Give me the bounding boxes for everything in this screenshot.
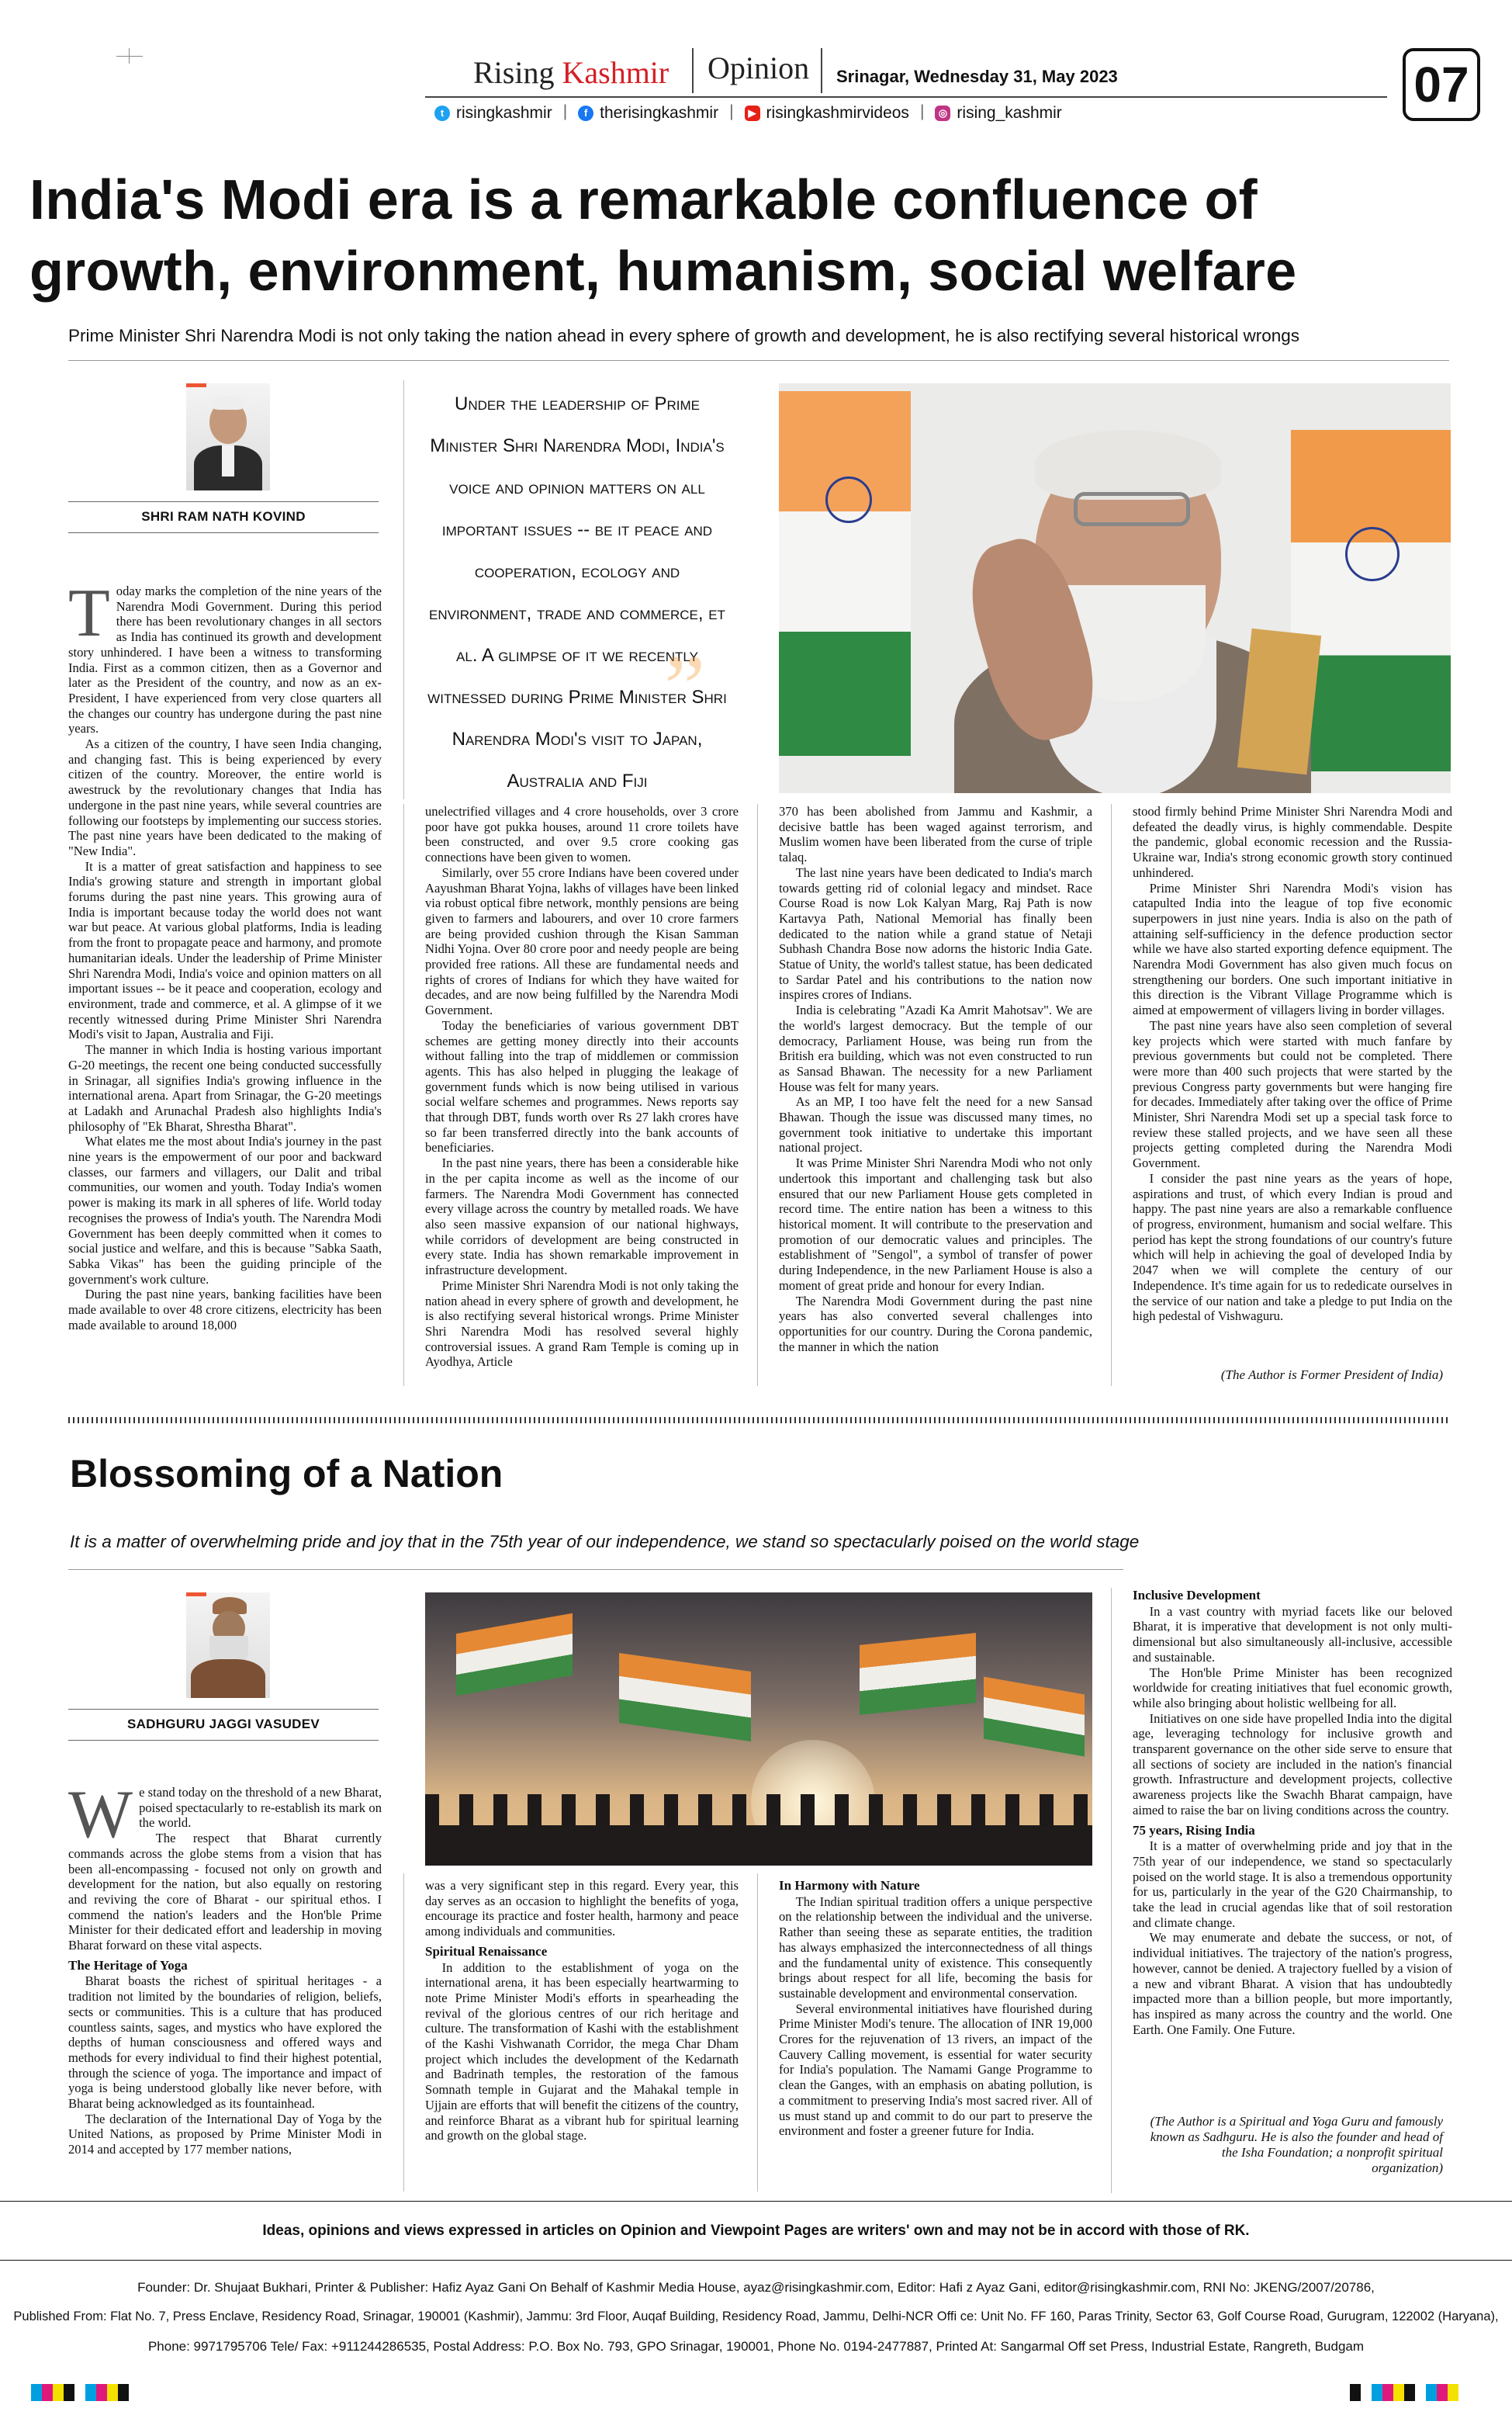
dateline: Srinagar, Wednesday 31, May 2023 [836, 67, 1118, 86]
paragraph: As a citizen of the country, I have seen India changing, and changing fast. This is being experienced by every citizen of the country. Moreover, the entire world is awestruck by the revolutionary changes that India has undergone in the past nine years, while several countries are following our footsteps by implementing our success stories. The past nine years have been dedicated to the making of "New India". [68, 736, 382, 858]
paragraph: The Hon'ble Prime Minister has been recognized worldwide for creating initiatives that fuel economic growth, while also bringing about holistic wellbeing for all. [1133, 1665, 1452, 1710]
flags-photo [425, 1592, 1092, 1866]
standfirst-rule [68, 360, 1449, 361]
article1-column-4 [1133, 804, 1452, 1363]
pull-quote: Under the leadership of Prime Minister Shri Narendra Modi, India's voice and opinion matters on all important issues -- be it peace and cooperation, ecology and environment, trade and commerce, et al. A glimpse of it we recently witnessed during Prime Minister Shri Narendra Modi's visit to Japan, Australia and Fiji [427, 393, 727, 792]
paragraph: The manner in which India is hosting various important G-20 meetings, the recent one being conducted successfully in Srinagar, all signifies India's growing influence in the international arena. Apart from Srinagar, the G-20 meetings at Ladakh and Arunachal Pradesh also highlights India's philosophy of "Ek Bharat, Shrestha Bharat". [68, 1042, 382, 1134]
facebook-icon: f [578, 106, 593, 121]
logo-kashmir: Kashmir [562, 55, 670, 90]
paragraph: During the past nine years, banking facilities have been made available to over 48 crore citizens, electricity has been made available to around 18,000 [68, 1287, 382, 1332]
instagram-icon: ◎ [935, 106, 950, 121]
masthead-divider [821, 48, 822, 93]
article1-column-3 [779, 804, 1092, 1383]
social-separator: | [729, 102, 734, 120]
social-instagram[interactable] [935, 104, 1061, 123]
logo-rising: Rising [473, 55, 555, 90]
imprint-line: Phone: 9971795706 Tele/ Fax: +911244286535, Postal Address: P.O. Box No. 793, GPO Srinagar, 190001, Phone No. 0194-2477887, Printed At: Sangarmal Off set Press, Industrial Estate, Rangreth, Budgam [147, 2339, 1365, 2354]
byline-rule [68, 532, 379, 533]
article2-column-2 [425, 1878, 739, 2188]
paragraph: Bharat boasts the richest of spiritual heritages - a tradition not limited by the boundaries of religion, beliefs, sects or communities. This is a culture that has produced countless saints, sages, and mystics who have explored the depths of human consciousness and offered ways and methods for every individual to find their highest potential, through the science of yoga. The importance and impact of yoga is being understood globally like never before, with Bharat being acknowledged as its fountainhead. [68, 1973, 382, 2112]
paragraph: In a vast country with myriad facets like our beloved Bharat, it is imperative that development is not only multi-dimensional but also simultaneously all-inclusive, accessible and sustainable. [1133, 1603, 1452, 1665]
social-separator: | [562, 102, 568, 120]
byline-rule [68, 1740, 379, 1741]
masthead-logo [473, 54, 669, 91]
article1-headline [29, 165, 1488, 307]
article2-column-3 [779, 1873, 1092, 2188]
paragraph: The last nine years have been dedicated to India's march towards getting rid of colonial legacy and mindset. Race Course Road is now Lok Kalyan Marg, Raj Path is now Kartavya Path, National Memorial has finally been dedicated to the nation while a grand statue of Netaji Subhash Chandra Bose now adorns the historic India Gate. Statue of Unity, the world's tallest statue, has been dedicated to Sardar Patel and his contributions to the nation now inspires crores of Indians. [779, 865, 1092, 1003]
paragraph: It is a matter of overwhelming pride and joy that in the 75th year of our independence, we stand so spectacularly poised on the world stage. It is also a tremendous opportunity for us, particularly in the year of the G20 Chairmanship, to take the lead in crucial agendas like that of soil restoration and climate change. [1133, 1838, 1452, 1930]
social-handle: therisingkashmir [600, 104, 719, 122]
social-handle: risingkashmir [456, 104, 552, 122]
author-note: (The Author is Former President of India) [1220, 1367, 1443, 1382]
disclaimer: Ideas, opinions and views expressed in articles on Opinion and Viewpoint Pages are writers' own and may not be in accord with those of RK. [262, 2223, 1250, 2239]
paragraph: The Narendra Modi Government during the past nine years has also converted several challenges into opportunities for our country. During the Corona pandemic, the manner in which the nation [779, 1293, 1092, 1354]
paragraph: We stand today on the threshold of a new Bharat, poised spectacularly to re-establish its mark on the world. [68, 1785, 382, 1852]
author-note: (The Author is a Spiritual and Yoga Guru and famously known as Sadhguru. He is also the founder and head of the Isha Foundation; a nonprofit spiritual organization) [1150, 2114, 1443, 2175]
column-divider [403, 1873, 404, 2192]
imprint-line: Founder: Dr. Shujaat Bukhari, Printer & Publisher: Hafiz Ayaz Gani On Behalf of Kashmir Media House, ayaz@risingkashmir.com, Editor: Hafi z Ayaz Gani, editor@risingkashmir.com, RNI No: JKENG/2007/20786, [137, 2280, 1375, 2295]
masthead-divider [692, 48, 694, 93]
social-facebook[interactable] [578, 104, 718, 123]
twitter-icon: t [434, 106, 450, 121]
paragraph: The declaration of the International Day of Yoga by the United Nations, as proposed by Prime Minister Modi in 2014 and accepted by 177 member nations, [68, 2111, 382, 2157]
modi-photo [779, 383, 1451, 793]
page-number [1403, 48, 1480, 121]
paragraph: Prime Minister Shri Narendra Modi's vision has catapulted India into the league of top five economic superpowers in just nine years. India is also on the path of attaining self-sufficiency in the defence production sector while we have also started exporting defence equipment. The Narendra Modi Government has also given much focus on strengthening our borders. One such important initiative in this direction is the Vibrant Village Programme which is aimed at empowerment of villagers living in border villages. [1133, 880, 1452, 1018]
author-byline: SHRI RAM NATH KOVIND [141, 509, 306, 524]
column-divider [757, 1873, 758, 2192]
social-handle: risingkashmirvideos [766, 104, 909, 122]
page-number-text: 07 [1413, 57, 1469, 113]
social-youtube[interactable] [745, 104, 909, 123]
paragraph: It was Prime Minister Shri Narendra Modi who not only undertook this important and challenging task but also ensured that our new Parliament House gets completed in record time. The entire nation has been a witness to this historical moment. It will contribute to the preservation and promotion of our democratic values and principles. The establishment of "Sengol", a symbol of transfer of power during Independence, in the new Parliament House is also a moment of great pride and honour for every Indian. [779, 1156, 1092, 1293]
column-divider [1111, 804, 1112, 1386]
article1-column-1 [68, 584, 382, 1383]
subheading: The Heritage of Yoga [68, 1957, 188, 1973]
subheading: In Harmony with Nature [779, 1878, 920, 1893]
article2-headline: Blossoming of a Nation [70, 1452, 503, 1495]
paragraph: Today the beneficiaries of various government DBT schemes are getting money directly into their accounts without falling into the trap of middlemen or commission agents. This has also helped in plugging the leakage of government funds which is now being utilised in various social welfare schemes and programmes. News reports say that through DBT, funds worth over Rs 27 lakh crores have so far been transferred directly into the bank accounts of beneficiaries. [425, 1017, 739, 1156]
crop-mark [116, 56, 143, 57]
footer-rule [0, 2260, 1512, 2261]
paragraph: As an MP, I too have felt the need for a new Sansad Bhawan. Though the issue was discussed many times, no government took initiative to undertake this important national project. [779, 1094, 1092, 1156]
paragraph: India is celebrating "Azadi Ka Amrit Mahotsav". We are the world's largest democracy. But the temple of our democracy, Parliament House, was being run from the British era building, which was not even constructed to run as Sansad Bhawan. The necessity for a new Parliament House was felt for many years. [779, 1003, 1092, 1094]
column-divider [403, 804, 404, 1386]
paragraph: 370 has been abolished from Jammu and Kashmir, a decisive battle has been waged against terrorism, and Muslim women have been liberated from the curse of triple talaq. [779, 804, 1092, 865]
subheading: Spiritual Renaissance [425, 1943, 548, 1959]
footer-rule [0, 2201, 1512, 2202]
article1-column-2 [425, 804, 739, 1383]
paragraph: In the past nine years, there has been a considerable hike in the per capita income as well as the income of our farmers. The Narendra Modi Government has connected every village across the country by metalled roads. We have also seen massive expansion of our national highways, while corridors of development are being constructed in every state. India has shown remarkable improvement in infrastructure development. [425, 1156, 739, 1278]
byline-rule [68, 501, 379, 502]
author-byline: SADHGURU JAGGI VASUDEV [126, 1717, 320, 1731]
paragraph: stood firmly behind Prime Minister Shri Narendra Modi and defeated the deadly virus, is highly commendable. Despite the pandemic, global economic recession and the Russia-Ukraine war, India's strong economic growth story continued unhindered. [1133, 804, 1452, 880]
imprint-line: Published From: Flat No. 7, Press Enclave, Residency Road, Srinagar, 190001 (Kashmir), Jammu: 3rd Floor, Auqaf Building, Residency Road, Jammu, Delhi-NCR Offi ce: Unit No. FF 160, Paras Trinity, Sector 63, Golf Course Road, Gurugram, 122002 (Haryana), [13, 2309, 1499, 2323]
social-twitter[interactable] [434, 104, 552, 123]
byline-rule [68, 1709, 379, 1710]
headline-line: growth, environment, humanism, social welfare [29, 241, 1297, 303]
paragraph: was a very significant step in this regard. Every year, this day serves as an occasion to highlight the benefits of yoga, encourage its practice and foster health, harmony and peace among individuals and communities. [425, 1878, 739, 1939]
column-divider [757, 804, 758, 1386]
paragraph: The respect that Bharat currently commands across the globe stems from a vision that has been all-encompassing - focused not only on growth and development for the nation, but also equally on restoring and reviving the core of Bharat - our spiritual ethos. I commend the nation's leaders and the Hon'ble Prime Minister for their dedicated effort and leadership in moving Bharat forward on these vital aspects. [68, 1831, 382, 1953]
masthead-rule [425, 96, 1387, 98]
paragraph: Several environmental initiatives have flourished during Prime Minister Modi's tenure. The allocation of INR 19,000 Crores for the rejuvenation of 13 rivers, an impact of the Cauvery Calling movement, is essential for water security for India's population. The Namami Gange Programme to clean the Ganges, with an emphasis on abating pollution, is a commitment to preserving India's most sacred river. All of us must stand up and commit to do our part to preserve the environment and foster a greener future for India. [779, 2001, 1092, 2139]
standfirst-rule [68, 1569, 1123, 1570]
column-divider [403, 380, 404, 799]
drop-cap: W [68, 1785, 133, 1852]
paragraph: unelectrified villages and 4 crore households, over 3 crore poor have got pukka houses, around 11 crore toilets have been constructed, and over 9.5 crore cooking gas connections have been given to women. [425, 804, 739, 865]
color-registration-bar [31, 2384, 140, 2401]
social-handle: rising_kashmir [957, 104, 1062, 122]
paragraph: Prime Minister Shri Narendra Modi is not only taking the nation ahead in every sphere of growth and development, he is also rectifying several historical wrongs. Prime Minister Shri Narendra Modi has resolved several highly controversial issues. A grand Ram Temple is coming up in Ayodhya, Article [425, 1277, 739, 1370]
article2-column-1 [68, 1785, 382, 2188]
column-divider [1111, 1588, 1112, 2193]
headline-line: India's Modi era is a remarkable confluence of [29, 169, 1258, 231]
color-registration-bar [1350, 2384, 1458, 2401]
article2-standfirst: It is a matter of overwhelming pride and joy that in the 75th year of our independence, we stand so spectacularly poised on the world stage [70, 1532, 1140, 1551]
article1-standfirst: Prime Minister Shri Narendra Modi is not only taking the nation ahead in every sphere of growth and development, he is also rectifying several historical wrongs [68, 326, 1300, 345]
section-title: Opinion [708, 50, 810, 85]
article-separator [68, 1417, 1449, 1423]
drop-cap: T [68, 584, 110, 651]
paragraph: In addition to the establishment of yoga on the international arena, it has been especially heartwarming to note Prime Minister Modi's efforts in spearheading the revival of the glorious centres of our rich heritage and culture. The transformation of Kashi with the establishment of the Kashi Vishwanath Corridor, the mega Char Dham project which includes the development of the Kedarnath and Badrinath temples, the restoration of the famous Somnath temple in Gujarat and the Mahakal temple in Ujjain are efforts that will benefit the citizens of the country, and reinforce Bharat as a vibrant hub for spiritual learning and growth on the global stage. [425, 1959, 739, 2143]
paragraph: Similarly, over 55 crore Indians have been covered under Aayushman Bharat Yojna, lakhs of villages have been linked via robust optical fibre network, monthly pensions are being given to farmers and labourers, and over 10 crore farmers are being provided cushion through the Kisan Samman Nidhi Yojna. Over 80 crore poor and needy people are being provided free rations. All these are fundamental needs and rights of crores of Indians for which they have waited for decades, and are now being fulfilled by the Narendra Modi Government. [425, 865, 739, 1018]
paragraph: Initiatives on one side have propelled India into the digital age, leveraging technology for inclusive growth and transparent governance on the other side serve to ensure that all sections of society are included in the nation's financial growth. Infrastructure and development projects, collective awareness projects like the Swachh Bharat campaign, have aimed to raise the bar on living conditions across the country. [1133, 1710, 1452, 1817]
article2-column-4 [1133, 1583, 1452, 2111]
subheading: 75 years, Rising India [1133, 1822, 1255, 1838]
youtube-icon: ▶ [745, 106, 760, 121]
author-photo-kovind [186, 383, 270, 490]
subheading: Inclusive Development [1133, 1588, 1261, 1603]
paragraph: It is a matter of great satisfaction and happiness to see India's growing stature and strength in important global forums during the past nine years. This growing aura of India is important because today the world does not want war but peace. At various global platforms, India is leading from the front to propagate peace and harmony, and promote humanitarian ideals. Under the leadership of Prime Minister Shri Narendra Modi, India's voice and opinion matters on all important issues -- be it peace and cooperation, ecology and environment, trade and commerce, et al. A glimpse of it we recently witnessed during Prime Minister Shri Narendra Modi's visit to Japan, Australia and Fiji. [68, 858, 382, 1042]
paragraph: The past nine years have also seen completion of several key projects which were started with much fanfare by previous governments but could not be completed. There were more than 400 such projects that were started by the previous Congress party governments but were hanging fire for decades. Immediately after taking over the office of Prime Minister, Shri Narendra Modi set up a special task force to review these stalled projects, and we have seen all these projects getting completed during the Narendra Modi Government. [1133, 1017, 1452, 1171]
social-bar [434, 102, 1070, 123]
pull-quote-mark: ” [664, 636, 706, 739]
author-photo-sadhguru [186, 1592, 270, 1698]
paragraph: The Indian spiritual tradition offers a unique perspective on the relationship between the individual and the universe. Rather than seeing these as separate entities, the tradition has always emphasized the interconnectedness of all things and the fundamental unity of existence. This consequently brings about respect for all life, becoming the basis for sustainable development and environmental conservation. [779, 1894, 1092, 2001]
crop-mark [129, 48, 130, 64]
paragraph: I consider the past nine years as the years of hope, aspirations and trust, of which every Indian is proud and happy. The past nine years are also a remarkable confluence of progress, environment, humanism and social welfare. This period has kept the strong foundations of our country's future which will help in achieving the goal of developed India by 2047 when we will complete the century of our Independence. It's time again for us to rededicate ourselves in the service of our nation and take a pledge to put India on the high pedestal of Vishwaguru. [1133, 1170, 1452, 1324]
social-separator: | [919, 102, 925, 120]
paragraph: We may enumerate and debate the success, or not, of individual initiatives. The trajectory of the nation's progress, however, cannot be denied. A trajectory fuelled by a vision of a new and vibrant Bharat. A vision that has undoubtedly impacted more than a billion people, but more importantly, has inspired as many across the country and the world. One Earth. One Family. One Future. [1133, 1930, 1452, 2037]
paragraph: Today marks the completion of the nine years of the Narendra Modi Government. During this period there has been revolutionary changes in all sectors as India has continued its growth and development story unhindered. I have been a witness to transforming India. First as a common citizen, then as a Governor and later as the President of the country, and now as an ex-President, I have experienced from very close quarters all the changes our country has undergone during the past nine years. [68, 584, 382, 736]
paragraph: What elates me the most about India's journey in the past nine years is the empowerment of our poor and backward classes, our farmers and villagers, our Dalit and tribal communities, our women and youth. Today India's women power is making its mark in all spheres of life. World today recognises the prowess of India's youth. The Narendra Modi Government has been deeply committed when it comes to social justice and welfare, and this is because "Sabka Saath, Sabka Vikas" has been the guiding principle of the government's work culture. [68, 1134, 382, 1287]
